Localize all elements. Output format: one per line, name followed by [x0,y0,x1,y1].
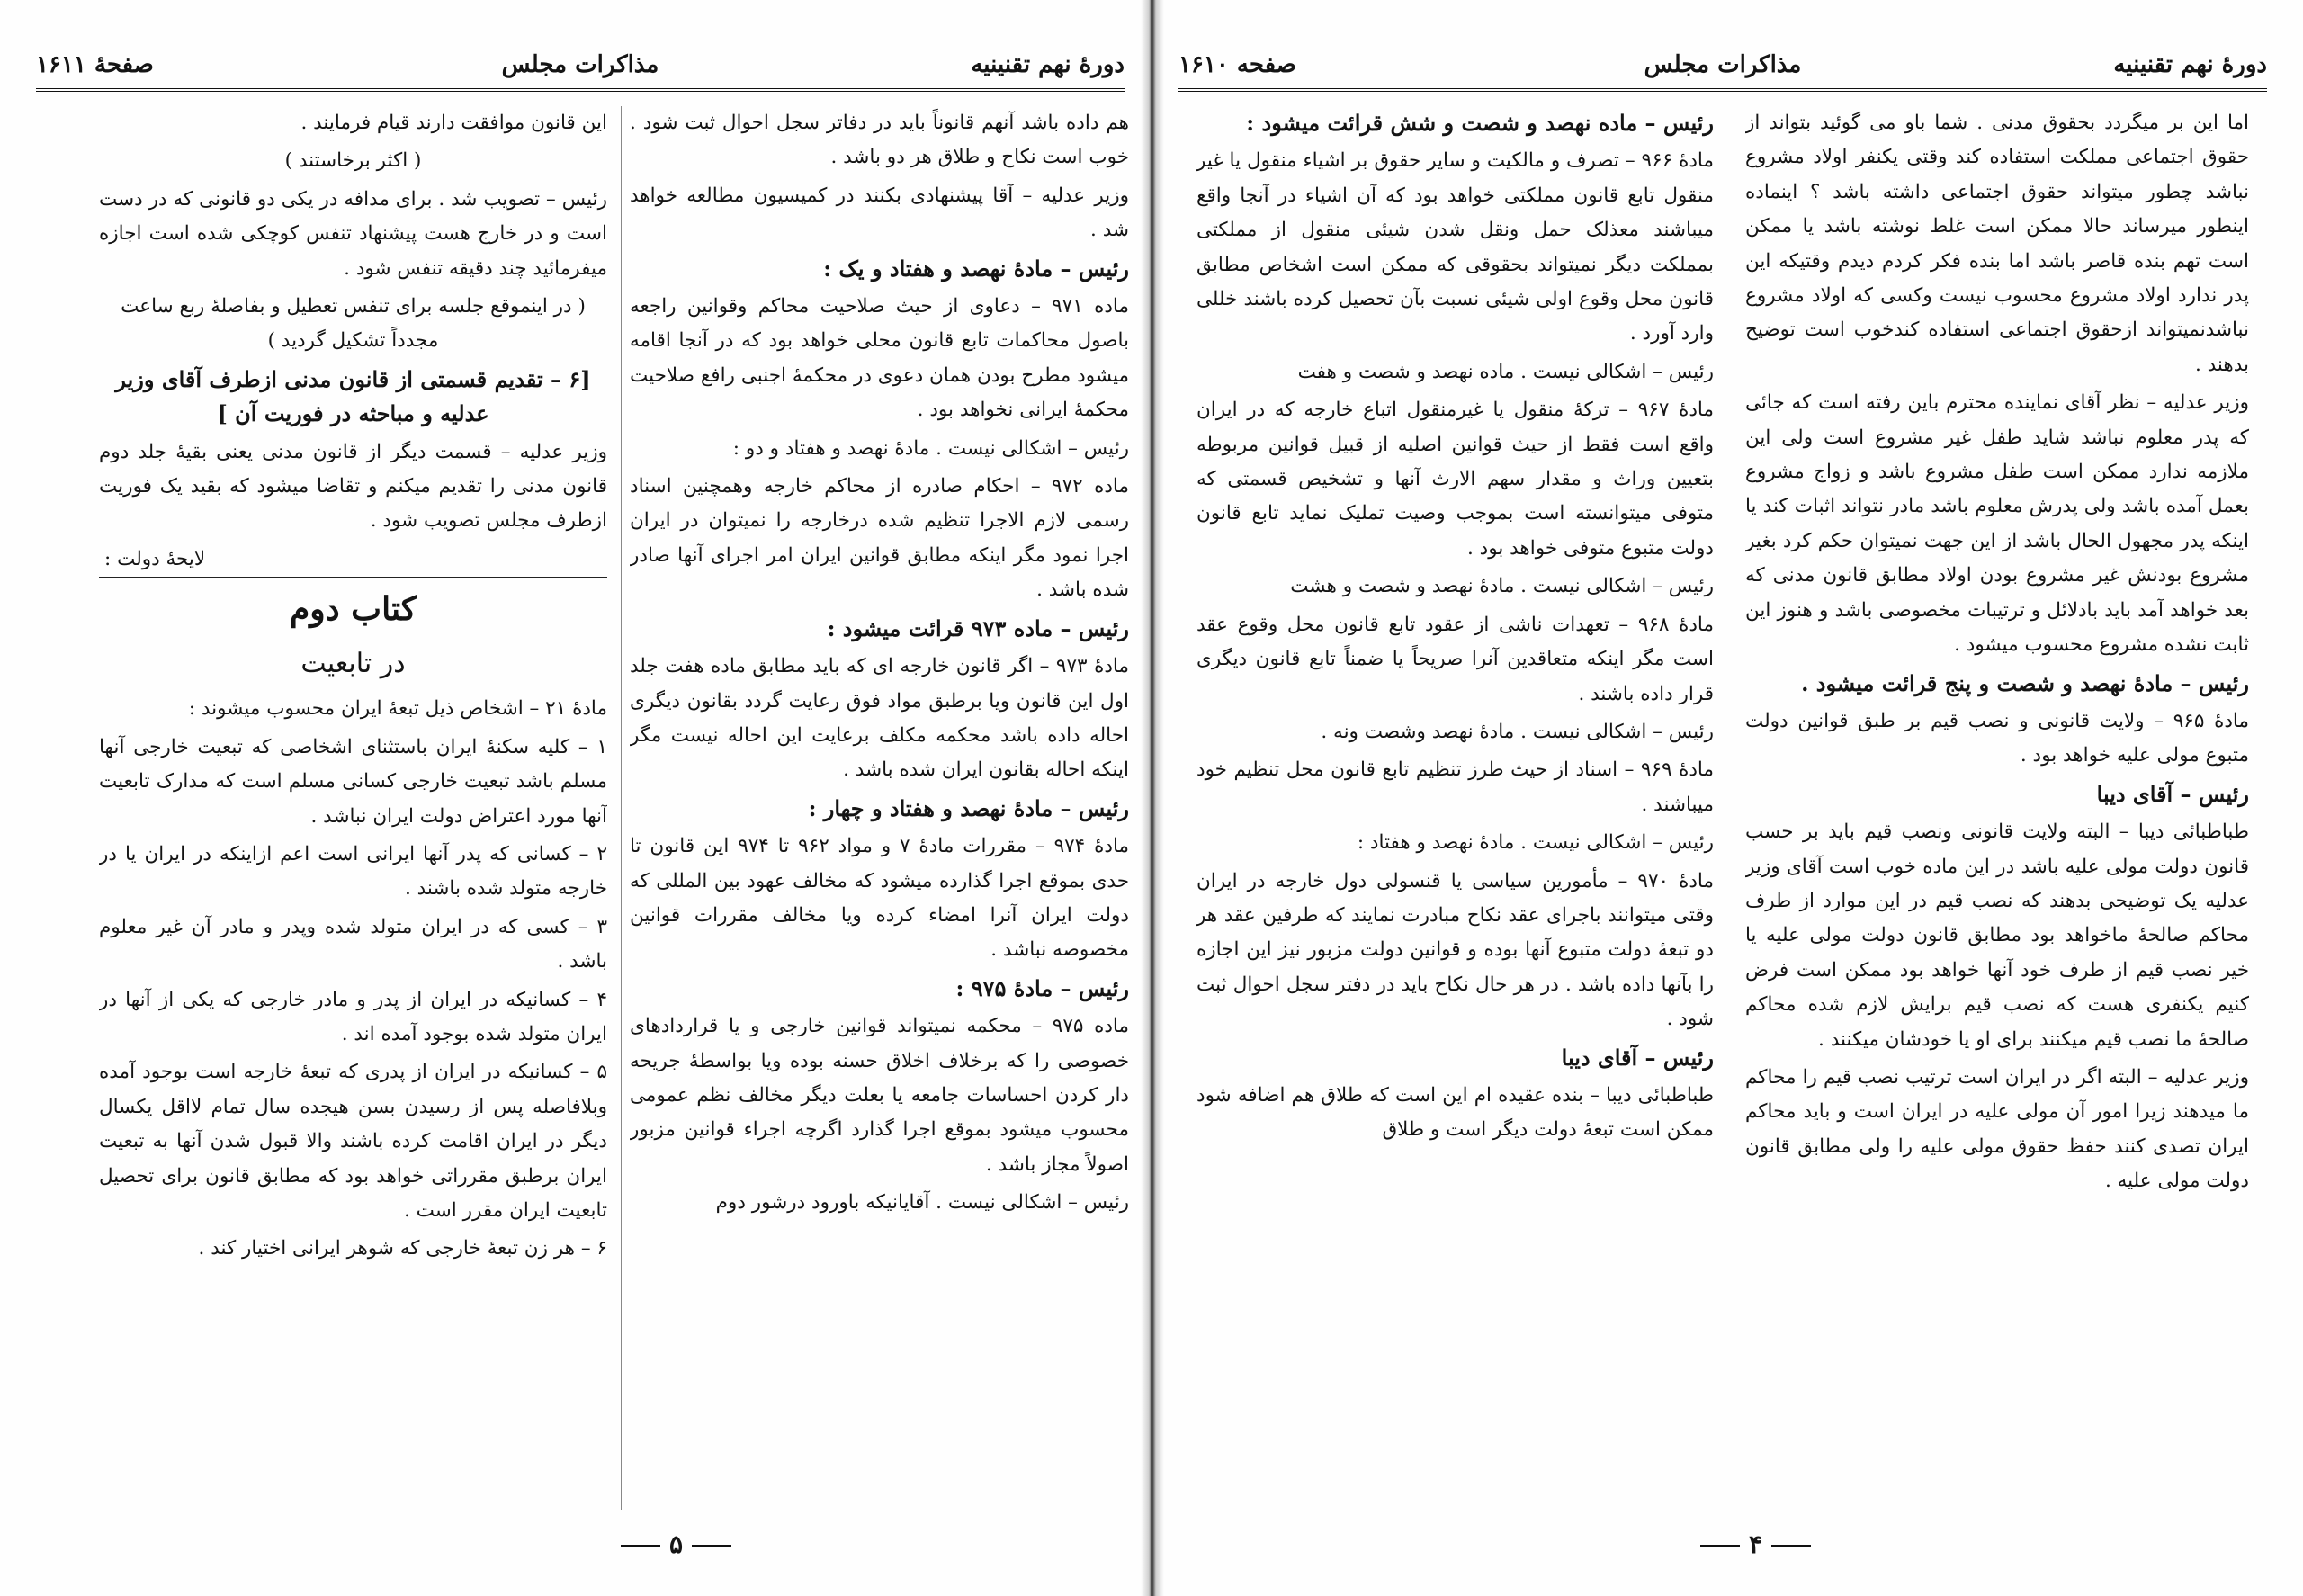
paragraph: وزیر عدلیه – آقا پیشنهادی بکنند در کمیسیون مطالعه خواهد شد . [630,184,1129,242]
page-header [1178,47,2267,83]
right-page-right-column [1745,106,2249,1519]
paragraph: رئیس – مادهٔ نهصد و هفتاد و یک : [823,255,1129,282]
folio: ۴ [1691,1529,1820,1559]
left-page [0,0,1143,1596]
session-period: دورهٔ نهم تقنینیه [2113,51,2267,78]
paragraph: لایحهٔ دولت : [99,542,607,578]
paragraph: رئیس – اشکالی نیست . ماده نهصد و شصت و هفت [1297,360,1714,383]
paragraph: رئیس – اشکالی نیست . مادهٔ نهصد و هفتاد : [1357,831,1714,855]
paragraph: در تابعیت [300,648,406,680]
paragraph: رئیس – آقای دیبا [2096,780,2249,807]
paragraph: مادهٔ ۹۷۳ – اگر قانون خارجه ای که باید مطابق ماده هفت جلد اول این قانون ویا برطبق مواد فوق رعایت گردد بقانون دیگری احاله داده باشد محکمه مکلف برعایت این احاله نیست مگر اینکه احاله بقانون ایران شده باشد . [630,655,1129,782]
paragraph: رئیس – اشکالی نیست . مادهٔ نهصد و هفتاد و دو : [732,436,1129,460]
paragraph: رئیس – اشکالی نیست . آقایانیکه باورود درشور دوم [715,1191,1129,1215]
paragraph: ( در اینموقع جلسه برای تنفس تعطیل و بفاصلهٔ ربع ساعت مجدداً تشکیل گردید ) [121,295,586,353]
paragraph: مادهٔ ۹۶۹ – اسناد از حیث طرز تنظیم تابع قانون محل تنظیم خود میباشند . [1196,758,1714,816]
paragraph: ۱ – کلیه سکنهٔ ایران باستثنای اشخاصی که تبعیت خارجی آنها مسلم باشد تبعیت خارجی کسانی مسلم است که مدارک تابعیت آنها مورد اعتراض دولت ایران نباشد . [99,735,607,828]
running-title: مذاکرات مجلس [1644,51,1802,78]
left-page-right-column [630,106,1129,1519]
folio: ۵ [612,1529,740,1559]
paragraph: مادهٔ ۹۶۷ – ترکهٔ منقول یا غیرمنقول اتباع خارجه که در ایران واقع است فقط از حیث قوانین اصلیه از قبیل قوانین مربوطه بتعیین وراث و مقدار سهم الارث آنها و تشخیص قسمتی که متوفی میتوانسته است بموجب وصیت تملیک نماید تابع قانون دولت متبوع متوفی خواهد بود . [1196,399,1714,560]
paragraph: رئیس – آقای دیبا [1561,1044,1714,1071]
paragraph: ماده ۹۷۲ – احکام صادره از محاکم خارجه وهمچنین اسناد رسمی لازم الاجرا تنظیم شده درخارجه را نمیتوان در ایران اجرا نمود مگر اینکه مطابق قوانین ایران امر اجرای آنها صادر شده باشد . [630,475,1129,602]
paragraph: این قانون موافقت دارند قیام فرمایند . [300,112,607,134]
page-number: صفحهٔ ۱۶۱۱ [36,51,154,78]
column-divider [621,106,622,1510]
paragraph: ۲ – کسانی که پدر آنها ایرانی است اعم ازاینکه در ایران یا در خارجه متولد شده باشند . [99,842,607,901]
page-number: صفحه ۱۶۱۰ [1178,51,1296,78]
paragraph: رئیس – مادهٔ ۹۷۵ : [955,974,1129,1001]
paragraph: مادهٔ ۹۶۸ – تعهدات ناشی از عقود تابع قانون محل وقوع عقد است مگر اینکه متعاقدین آنرا صریحاً یا ضمناً تابع قانون دیگری قرار داده باشند . [1196,613,1714,705]
paragraph: ۳ – کسی که در ایران متولد شده وپدر و مادر آن غیر معلوم باشد . [99,915,607,973]
paragraph: ۴ – کسانیکه در ایران از پدر و مادر خارجی که یکی از آنها در ایران متولد شده بوجود آمده اند . [99,988,607,1045]
paragraph: وزیر عدلیه – نظر آقای نماینده محترم باین رفته است که جائی که پدر معلوم نباشد شاید طفل غیر مشروع است ولی این ملازمه ندارد ممکن است طفل مشروع باشد و زواج مشروع بعمل آمده باشد ولی پدرش معلوم باشد مادر نتواند اثبات کند یا اینکه پدر مجهول الحال باشد از این جهت نمیتوان حکم کرد بغیر مشروع بودنش غیر مشروع بودن اولاد مطابق قانون مدنی که بعد خواهد آمد باید بادلائل و ترتیبات مخصوصی باشد و هنوز این ثابت نشده مشروع محسوب میشود . [1745,391,2249,657]
paragraph: کتاب دوم [289,590,417,629]
paragraph: طباطبائی دیبا – البته ولایت قانونی ونصب قیم باید بر حسب قانون دولت مولی علیه باشد در این ماده خوب است آقای وزیر عدلیه یک توضیحی بدهند که نصب قیم در این موارد از طرف محاکم صالحهٔ ماخواهد بود مطابق قانون دولت مولی علیه یا خیر نصب قیم از طرف خود آنها خواهد بود ممکن است فرض کنیم یکنفری هست که نصب قیم برایش لازم شده محاکم صالحهٔ ما نصب قیم میکنند برای او یا خودشان میکنند . [1745,820,2249,1051]
paragraph: مادهٔ ۹۶۶ – تصرف و مالکیت و سایر حقوق بر اشیاء منقول یا غیر منقول تابع قانون مملکتی خواهد بود که آن اشیاء در آنجا واقع میباشند معذلک حمل ونقل شدن شیئی منقول از مملکتی بمملکت دیگر نمیتواند بحقوقی که ممکن است اشخاص مطابق قانون محل وقوع اولی شیئی نسبت بآن تحصیل کرده باشند خللی وارد آورد . [1196,149,1714,345]
paragraph: وزیر عدلیه – قسمت دیگر از قانون مدنی یعنی بقیهٔ جلد دوم قانون مدنی را تقدیم میکنم و تقاضا میشود که بقید یک فوریت ازطرف مجلس تصویب شود . [99,440,607,533]
paragraph: هم داده باشد آنهم قانوناً باید در دفاتر سجل احوال ثبت شود . خوب است نکاح و طلاق هر دو باشد . [630,112,1129,169]
paragraph: ماده ۹۷۵ – محکمه نمیتواند قوانین خارجی و یا قراردادهای خصوصی را که برخلاف اخلاق حسنه بوده ویا بواسطهٔ جریحه دار کردن احساسات جامعه یا بعلت دیگر مخالف نظم عمومی محسوب میشود بموقع اجرا گذارد اگرچه اجراء قوانین مزبور اصولاً مجاز باشد . [630,1015,1129,1176]
paragraph: ۵ – کسانیکه در ایران از پدری که تبعهٔ خارجه است بوجود آمده وبلافاصله پس از رسیدن بسن هیجده سال تمام لااقل یکسال دیگر در ایران اقامت کرده باشند والا قبول شدن آنها به تبعیت ایران برطبق مقرراتی خواهد بود که مطابق قانون برای تحصیل تابعیت ایران مقرر است . [99,1061,607,1222]
paragraph: [۶ – تقدیم قسمتی از قانون مدنی ازطرف آقای وزیر عدلیه و مباحثه در فوریت آن ] [115,365,591,427]
page-header [36,47,1125,83]
header-rule [1178,88,2267,92]
paragraph: ۶ – هر زن تبعهٔ خارجی که شوهر ایرانی اختیار کند . [198,1237,607,1260]
left-page-left-column [99,106,607,1519]
right-page [1160,0,2303,1596]
paragraph: رئیس – مادهٔ نهصد و هفتاد و چهار : [808,794,1129,821]
paragraph: مادهٔ ۹۷۰ – مأمورین سیاسی یا قنسولی دول خارجه در ایران وقتی میتوانند باجرای عقد نکاح مبادرت نمایند که طرفین عقد هر دو تبعهٔ دولت متبوع آنها بوده و قوانین دولت مزبور نیز این اجازه را بآنها داده باشد . در هر حال نکاح باید در دفتر سجل احوال ثبت شود . [1196,869,1714,1031]
paragraph: رئیس – ماده ۹۷۳ قرائت میشود : [827,614,1129,641]
running-title: مذاکرات مجلس [501,51,659,78]
paragraph: طباطبائی دیبا – بنده عقیده ام این است که طلاق هم اضافه شود ممکن است تبعهٔ دولت دیگر است و طلاق [1196,1083,1714,1142]
paragraph: وزیر عدلیه – البته اگر در ایران است ترتیب نصب قیم را محاکم ما میدهند زیرا امور آن مولی علیه در ایران است و باید محاکم ایران تصدی کنند حفظ حقوق مولی علیه را ولی مطابق قانون دولت مولی علیه . [1745,1065,2249,1193]
right-page-left-column [1196,106,1714,1519]
paragraph: مادهٔ ۹۶۵ – ولایت قانونی و نصب قیم بر طبق قوانین دولت متبوع مولی علیه خواهد بود . [1745,709,2249,767]
paragraph: مادهٔ ۲۱ – اشخاص ذیل تبعهٔ ایران محسوب میشوند : [188,697,607,721]
paragraph: اما این بر میگردد بحقوق مدنی . شما باو می گوئید بتواند از حقوق اجتماعی مملکت استفاده کند وقتی یکنفر اولاد مشروع نباشد چطور میتواند حقوق اجتماعی داشته باشد ؟ اینماده اینطور میرساند حالا ممکن است غلط نوشته باشد یا ممکن است تهم بنده قاصر باشد اما بنده فکر کردم دیدم وقتیکه این پدر ندارد اولاد مشروع محسوب نیست وکسی که اولاد مشروع نباشدنمیتواند ازحقوق اجتماعی استفاده کندخوب است توضیح بدهند . [1745,112,2249,376]
header-rule [36,88,1125,92]
paragraph: رئیس – تصویب شد . برای مدافه در یکی دو قانونی که در دست است و در خارج هست پیشنهاد تنفس کوچکی شده است اجازه میفرمائید چند دقیقه تنفس شود . [99,187,607,280]
paragraph: رئیس – ماده نهصد و شصت و شش قرائت میشود : [1246,110,1714,136]
session-period: دورهٔ نهم تقنینیه [971,51,1125,78]
paragraph: رئیس – اشکالی نیست . مادهٔ نهصد وشصت ونه . [1321,720,1714,743]
paragraph: ( اکثر برخاستند ) [284,149,422,173]
paragraph: ماده ۹۷۱ – دعاوی از حیث صلاحیت محاکم وقوانین راجعه باصول محاکمات تابع قانون محلی خواهد بود که در آنجا اقامه میشود مطرح بودن همان دعوی در محکمهٔ اجنبی رافع صلاحیت محکمهٔ ایرانی نخواهد بود . [630,295,1129,422]
paragraph: رئیس – اشکالی نیست . مادهٔ نهصد و شصت و هشت [1290,575,1714,598]
paragraph: مادهٔ ۹۷۴ – مقررات مادهٔ ۷ و مواد ۹۶۲ تا ۹۷۴ این قانون تا حدی بموقع اجرا گذارده میشود که مخالف عهود بین المللی که دولت ایران آنرا امضاء کرده ویا مخالف مقررات قوانین مخصوصه نباشد . [630,835,1129,962]
paragraph: رئیس – مادهٔ نهصد و شصت و پنج قرائت میشود . [1801,669,2249,696]
